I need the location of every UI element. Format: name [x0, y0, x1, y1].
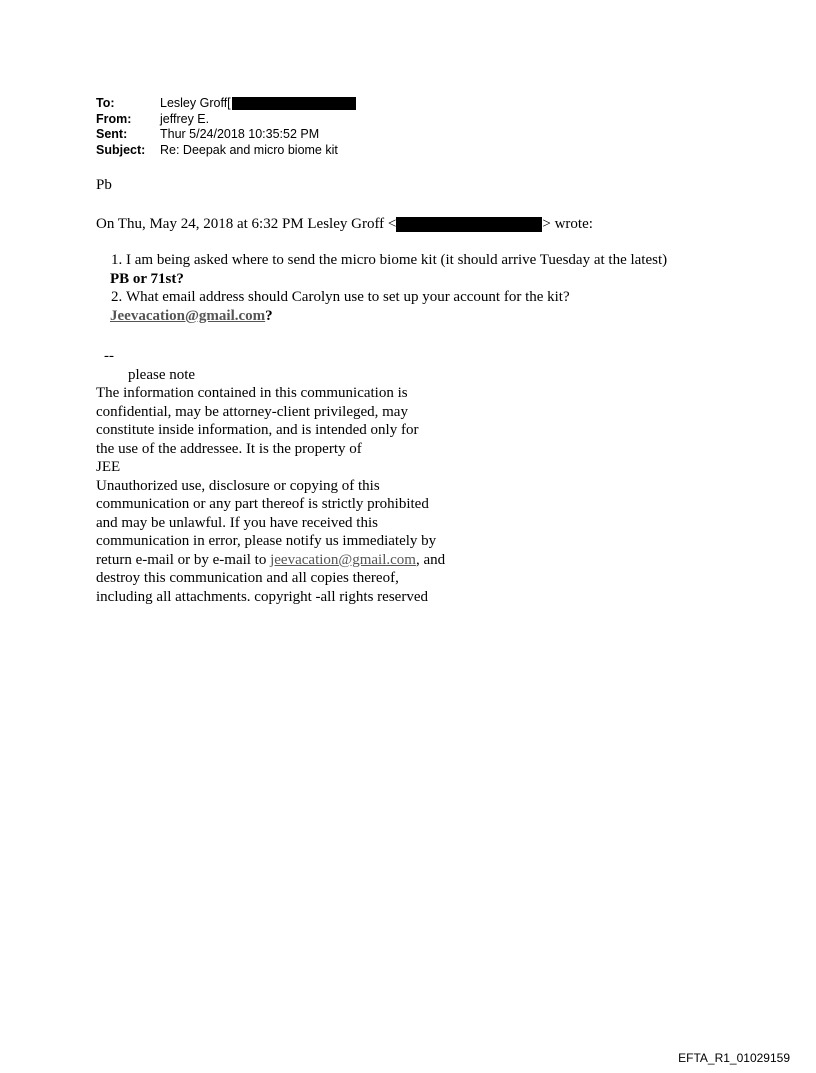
document-id: EFTA_R1_01029159: [678, 1051, 790, 1065]
quoted-attribution: [96, 215, 667, 234]
disclaimer-line: JEE: [96, 459, 121, 475]
from-value: jeffrey E.: [160, 111, 210, 126]
disclaimer-line: [96, 551, 466, 570]
subject-value: Re: Deepak and micro biome kit: [160, 142, 338, 157]
signature-separator: --: [104, 348, 114, 364]
subject-row: [96, 143, 356, 159]
attribution-prefix: On Thu, May 24, 2018 at 6:32 PM Lesley Groff <: [96, 215, 397, 232]
email-body: [96, 176, 667, 606]
redaction-block: [396, 217, 542, 232]
attribution-suffix: > wrote:: [542, 215, 593, 232]
answer-text: [110, 308, 273, 324]
disclaimer-line: confidential, may be attorney-client privileged, may: [96, 403, 408, 420]
question-text: I am being asked where to send the micro biome kit (it should arrive Tuesday at the latest): [126, 252, 668, 268]
list-item: [110, 288, 667, 325]
disclaimer-line: destroy this communication and all copies thereof,: [96, 570, 399, 586]
disclaimer-line: The information contained in this communication is: [96, 385, 408, 401]
question-text: What email address should Carolyn use to set up your account for the kit?: [126, 289, 570, 305]
question-list: [96, 251, 667, 325]
disclaimer-line: constitute inside information, and is intended only for: [96, 422, 419, 438]
answer-text: PB or 71st?: [110, 270, 184, 287]
disclaimer-line: communication or any part thereof is strictly prohibited: [96, 496, 429, 512]
disclaimer-line: the use of the addressee. It is the property of: [96, 440, 362, 457]
disclaimer: [96, 384, 466, 606]
list-item: [110, 251, 668, 288]
sent-value: Thur 5/24/2018 10:35:52 PM: [160, 127, 320, 141]
answer-suffix: ?: [265, 307, 273, 324]
to-name: Lesley Groff[: [160, 96, 231, 110]
disclaimer-line: communication in error, please notify us immediately by: [96, 533, 437, 549]
email-link[interactable]: Jeevacation@gmail.com: [110, 307, 266, 324]
from-label: From:: [96, 111, 132, 126]
to-row: [96, 96, 356, 112]
to-value: [160, 96, 356, 112]
note-heading: please note: [128, 366, 196, 383]
sent-label: Sent:: [96, 127, 128, 141]
email-header: [96, 96, 356, 158]
from-row: [96, 112, 356, 128]
disclaimer-line: Unauthorized use, disclosure or copying of this: [96, 477, 380, 494]
disclaimer-email-link[interactable]: jeevacation@gmail.com: [270, 551, 416, 568]
disclaimer-line: and may be unlawful. If you have received this: [96, 514, 378, 531]
disclaimer-email-suffix: , and: [415, 551, 446, 568]
disclaimer-email-prefix: return e-mail or by e-mail to: [96, 551, 271, 568]
disclaimer-line: including all attachments. copyright -all rights reserved: [96, 588, 428, 605]
subject-label: Subject:: [96, 142, 146, 157]
greeting: Pb: [96, 177, 112, 193]
sent-row: [96, 127, 356, 143]
to-label: To:: [96, 96, 115, 110]
redaction-block: [232, 97, 356, 110]
